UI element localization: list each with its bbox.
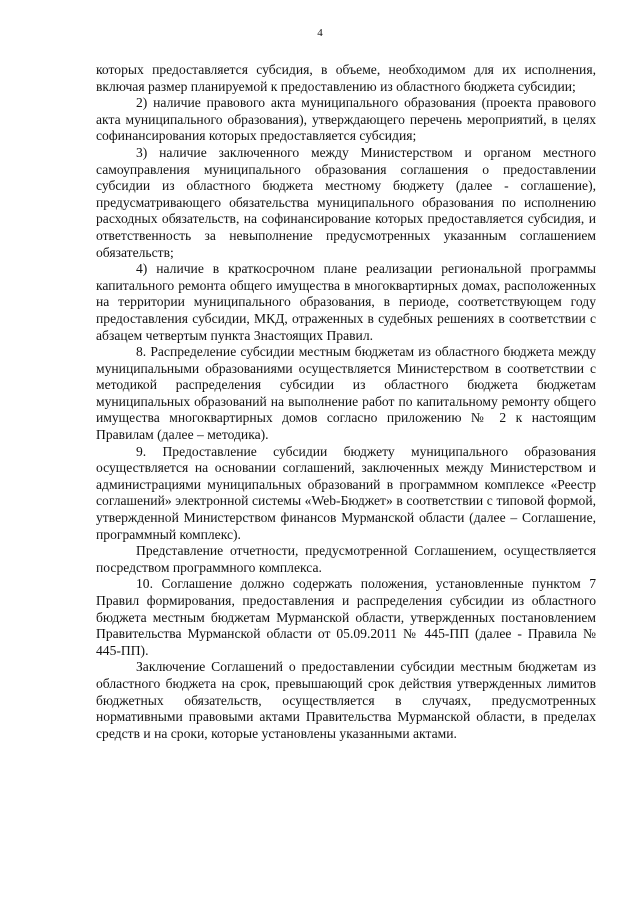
paragraph-clause-8: 8. Распределение субсидии местным бюджетам из областного бюджета между муниципальными образованиями осуществляется Министерством в соответствии с методикой распределения субсидии из областного бюджета бюджетам муниципальных образований на выполнение работ по капитальному ремонту общего имущества многоквартирных домов согласно приложению № 2 к настоящим Правилам (далее – методика). — [96, 344, 596, 443]
document-body — [96, 62, 596, 742]
page-number: 4 — [317, 27, 323, 39]
paragraph-item-4: 4) наличие в краткосрочном плане реализации региональной программы капитального ремонта общего имущества в многоквартирных домах, расположенных на территории муниципального образования, в периоде, соответствующем году предоставления субсидии, МКД, отраженных в судебных решениях в соответствии с абзацем четвертым пункта 3настоящих Правил. — [96, 261, 596, 343]
paragraph-reporting: Представление отчетности, предусмотренной Соглашением, осуществляется посредством программного комплекса. — [96, 543, 596, 575]
paragraph-clause-10: 10. Соглашение должно содержать положения, установленные пунктом 7 Правил формирования, предоставления и распределения субсидии из областного бюджета местным бюджетам Мурманской области, утвержденных постановлением Правительства Мурманской области от 05.09.2011 № 445-ПП (далее - Правила № 445-ПП). — [96, 576, 596, 658]
paragraph-item-2: 2) наличие правового акта муниципального образования (проекта правового акта муниципального образования), утверждающего перечень мероприятий, в целях софинансирования которых предоставляется субсидия; — [96, 95, 596, 144]
paragraph-clause-9: 9. Предоставление субсидии бюджету муниципального образования осуществляется на основании соглашений, заключенных между Министерством и администрациями муниципальных образований в программном комплексе «Реестр соглашений» электронной системы «Web-Бюджет» в соответствии с типовой формой, утвержденной Министерством финансов Мурманской области (далее – Соглашение, программный комплекс). — [96, 443, 596, 542]
paragraph-agreements: Заключение Соглашений о предоставлении субсидии местным бюджетам из областного бюджета на срок, превышающий срок действия утвержденных лимитов бюджетных обязательств, осуществляется в случаях, предусмотренных нормативными правовыми актами Правительства Мурманской области, в пределах средств и на сроки, которые установлены указанными актами. — [96, 659, 596, 741]
paragraph-item-3: 3) наличие заключенного между Министерством и органом местного самоуправления муниципального образования соглашения о предоставлении субсидии из областного бюджета местному бюджету (далее - соглашение), предусматривающего обязательства муниципального образования по исполнению расходных обязательств, на софинансирование которых предоставляется субсидия, и ответственность за невыполнение предусмотренных указанным соглашением обязательств; — [96, 144, 596, 260]
paragraph-continuation: которых предоставляется субсидия, в объеме, необходимом для их исполнения, включая размер планируемой к предоставлению из областного бюджета субсидии; — [96, 62, 596, 94]
